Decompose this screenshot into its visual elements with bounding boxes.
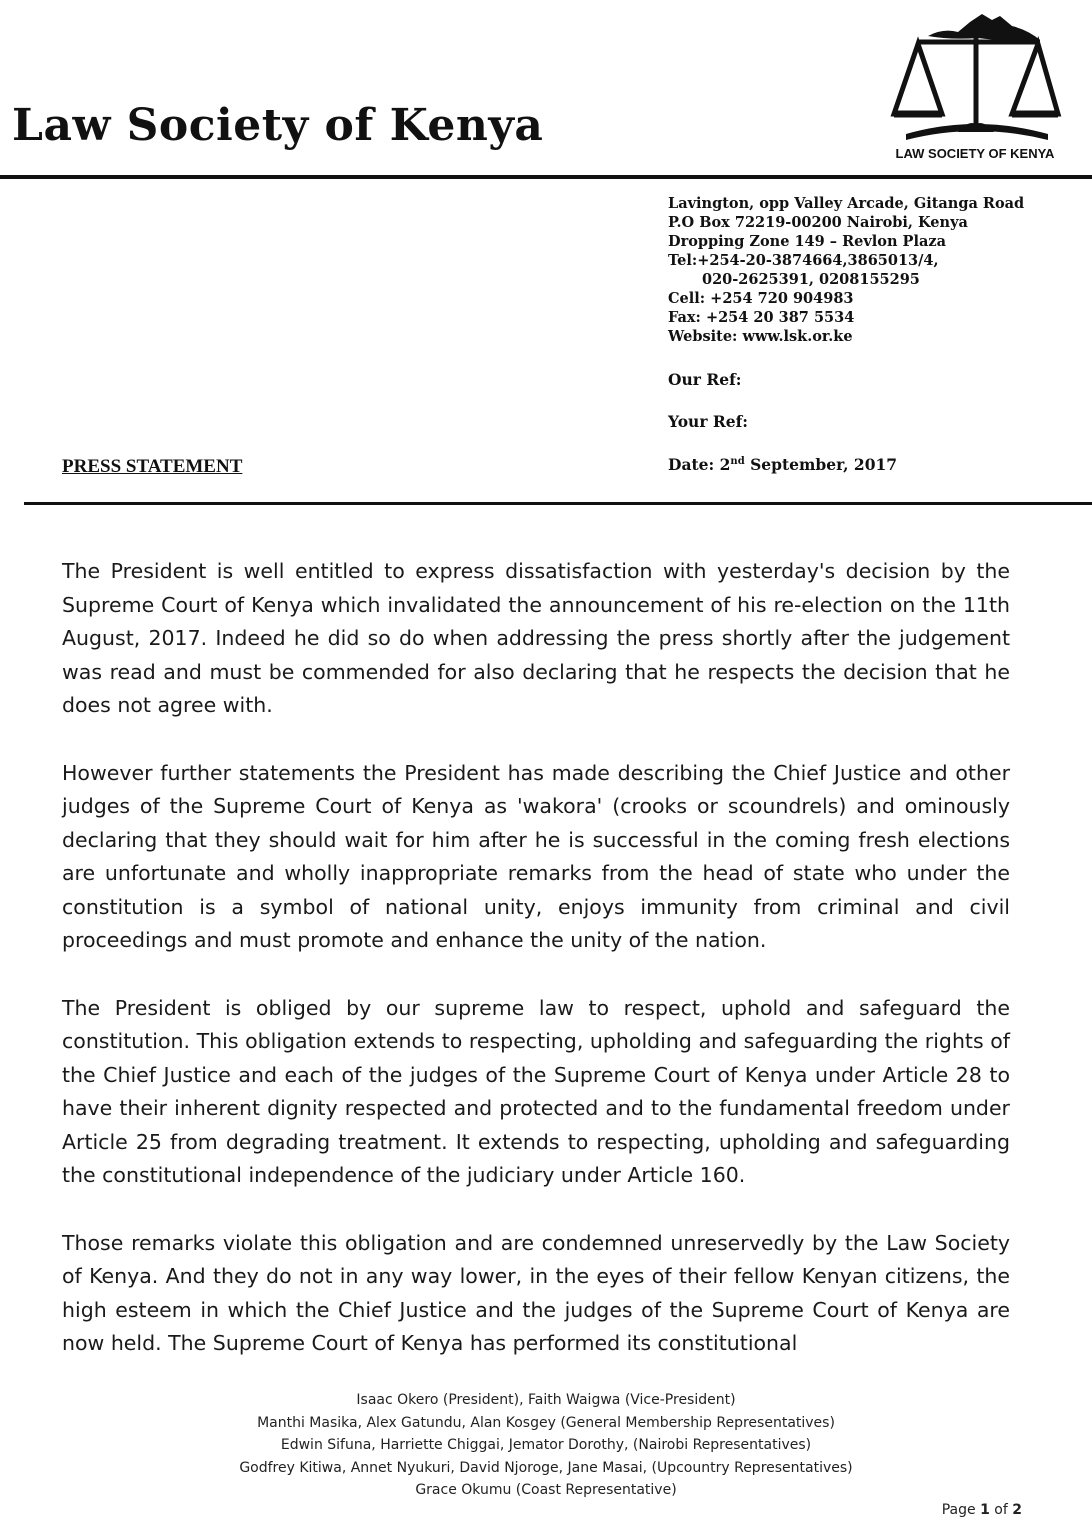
our-ref: Our Ref:	[668, 370, 742, 389]
statement-body	[62, 555, 1010, 1395]
date-rest: September, 2017	[744, 455, 898, 474]
header-divider	[0, 175, 1092, 179]
page-number: Page 1 of 2	[941, 1502, 1022, 1518]
telephone-line-continued: 020-2625391, 0208155295	[702, 271, 920, 288]
council-members-footer	[0, 1389, 1092, 1502]
website-line: Website: www.lsk.or.ke	[668, 328, 853, 345]
body-paragraph: The President is obliged by our supreme law to respect, uphold and safeguard the constitution. This obligation extends to respecting, upholding and safeguarding the rights of the Chief Justice and each of the judges of the Supreme Court of Kenya under Article 28 to have their inherent dignity respected and protected and to the fundamental freedom under Article 25 from degrading treatment. It extends to respecting, upholding and safeguarding the constitutional independence of the judiciary under Article 160.	[62, 995, 1010, 1187]
footer-line: Godfrey Kitiwa, Annet Nyukuri, David Njoroge, Jane Masai, (Upcountry Representatives)	[239, 1459, 853, 1476]
fax-line: Fax: +254 20 387 5534	[668, 309, 855, 326]
footer-line: Grace Okumu (Coast Representative)	[415, 1482, 677, 1498]
scales-of-justice-icon	[888, 8, 1064, 142]
section-divider	[24, 502, 1092, 505]
footer-line: Isaac Okero (President), Faith Waigwa (Vice-President)	[356, 1392, 736, 1408]
body-paragraph: However further statements the President has made describing the Chief Justice and other judges of the Supreme Court of Kenya as 'wakora' (crooks or scoundrels) and ominously declaring that they should wait for him after he is successful in the coming fresh elections are unfortunate and wholly inappropriate remarks from the head of state who under the constitution is a symbol of national unity, enjoys immunity from criminal and civil proceedings and must promote and enhance the unity of the nation.	[62, 760, 1010, 952]
telephone-line: Tel:+254-20-3874664,3865013/4,	[668, 252, 939, 269]
footer-line: Manthi Masika, Alex Gatundu, Alan Kosgey (General Membership Representatives)	[257, 1414, 835, 1431]
po-box-line: P.O Box 72219-00200 Nairobi, Kenya	[668, 214, 968, 231]
dropping-zone-line: Dropping Zone 149 – Revlon Plaza	[668, 233, 946, 250]
date-line	[668, 455, 897, 474]
date-ordinal: nd	[730, 455, 745, 467]
body-paragraph: The President is well entitled to express dissatisfaction with yesterday's decision by the Supreme Court of Kenya which invalidated the announcement of his re-election on the 11th August, 2017. Indeed he did so do when addressing the press shortly after the judgement was read and must be commended for also declaring that he respects the decision that he does not agree with.	[62, 559, 1010, 717]
address-line: Lavington, opp Valley Arcade, Gitanga Road	[668, 195, 1025, 212]
organization-name: Law Society of Kenya	[12, 100, 544, 151]
cell-line: Cell: +254 720 904983	[668, 290, 854, 307]
contact-block	[668, 194, 1088, 346]
logo-caption: LAW SOCIETY OF KENYA	[895, 146, 1055, 161]
footer-line: Edwin Sifuna, Harriette Chiggai, Jemator Dorothy, (Nairobi Representatives)	[280, 1437, 812, 1453]
document-title: PRESS STATEMENT	[62, 456, 243, 477]
date-prefix: Date: 2	[668, 455, 731, 474]
body-paragraph: Those remarks violate this obligation and are condemned unreservedly by the Law Society of Kenya. And they do not in any way lower, in the eyes of their fellow Kenyan citizens, the high esteem in which the Chief Justice and the judges of the Supreme Court of Kenya are now held. The Supreme Court of Kenya has performed its constitutional	[62, 1230, 1010, 1355]
lsk-logo	[870, 8, 1080, 168]
your-ref: Your Ref:	[668, 412, 749, 431]
